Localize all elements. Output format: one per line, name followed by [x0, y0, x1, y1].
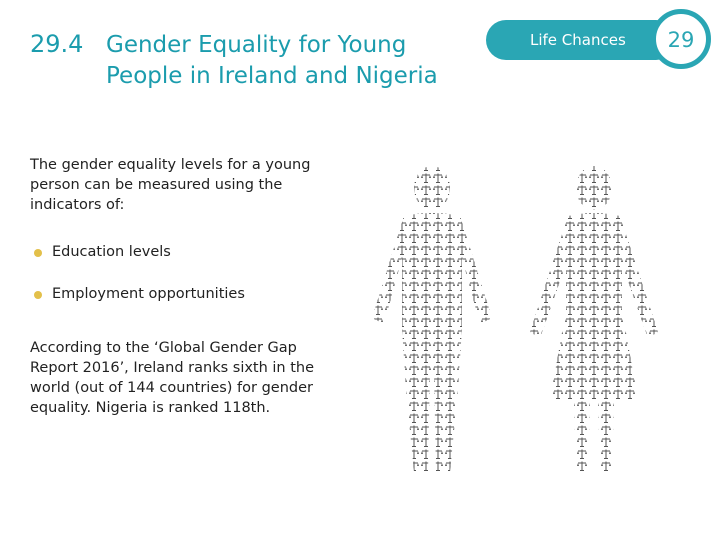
list-item-label: Education levels — [52, 244, 171, 260]
section-badge-label: Life Chances — [530, 31, 626, 49]
bullet-icon — [34, 291, 42, 299]
section-badge — [486, 20, 676, 60]
chapter-number: 29 — [667, 28, 695, 52]
male-figure-icon — [372, 166, 492, 472]
intro-text: The gender equality levels for a young person can be measured using the indicators of: — [30, 157, 311, 213]
gender-figures-illustration — [360, 160, 680, 480]
female-figure-icon — [530, 166, 658, 472]
report-paragraph: According to the ‘Global Gender Gap Report 2016’, Ireland ranks sixth in the world (out of 144 countries) for gender equality. Nigeria is ranked 118th. — [30, 340, 315, 416]
bullet-icon — [34, 249, 42, 257]
chapter-number-badge — [651, 9, 711, 69]
list-item-label: Employment opportunities — [52, 286, 245, 302]
page-title: Gender Equality for Young People in Ireland and Nigeria — [106, 32, 438, 89]
section-number: 29.4 — [30, 30, 84, 58]
